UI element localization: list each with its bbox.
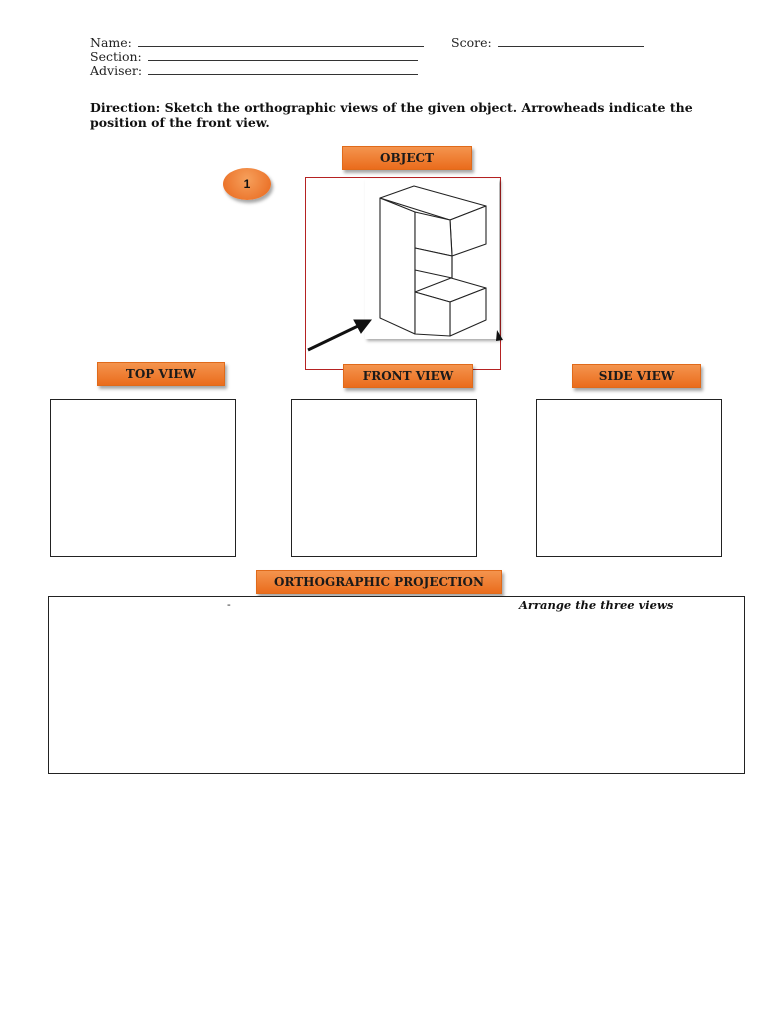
adviser-field[interactable]: [90, 64, 418, 78]
object-label: OBJECT: [342, 146, 472, 170]
side-view-box[interactable]: [536, 399, 722, 557]
score-field[interactable]: [451, 36, 644, 50]
adviser-label: Adviser:: [90, 63, 143, 78]
name-label: Name:: [90, 35, 132, 50]
top-view-label: TOP VIEW: [97, 362, 225, 386]
section-field[interactable]: [90, 50, 418, 64]
name-line[interactable]: [138, 36, 424, 47]
item-number-badge: 1: [223, 168, 271, 200]
score-line[interactable]: [498, 36, 644, 47]
adviser-line[interactable]: [148, 64, 418, 75]
score-label: Score:: [451, 35, 492, 50]
orthographic-projection-label: ORTHOGRAPHIC PROJECTION: [256, 570, 502, 594]
projection-dash: -: [227, 598, 231, 611]
orthographic-projection-box[interactable]: [48, 596, 745, 774]
name-field[interactable]: [90, 36, 424, 50]
front-view-label: FRONT VIEW: [343, 364, 473, 388]
projection-instruction: Arrange the three views: [519, 598, 674, 612]
front-view-box[interactable]: [291, 399, 477, 557]
section-label: Section:: [90, 49, 142, 64]
top-view-box[interactable]: [50, 399, 236, 557]
side-view-label: SIDE VIEW: [572, 364, 701, 388]
object-image: [365, 179, 499, 339]
section-line[interactable]: [148, 50, 418, 61]
direction-text: Direction: Sketch the orthographic views of the given object. Arrowheads indicate the position of the front view.: [90, 100, 693, 130]
